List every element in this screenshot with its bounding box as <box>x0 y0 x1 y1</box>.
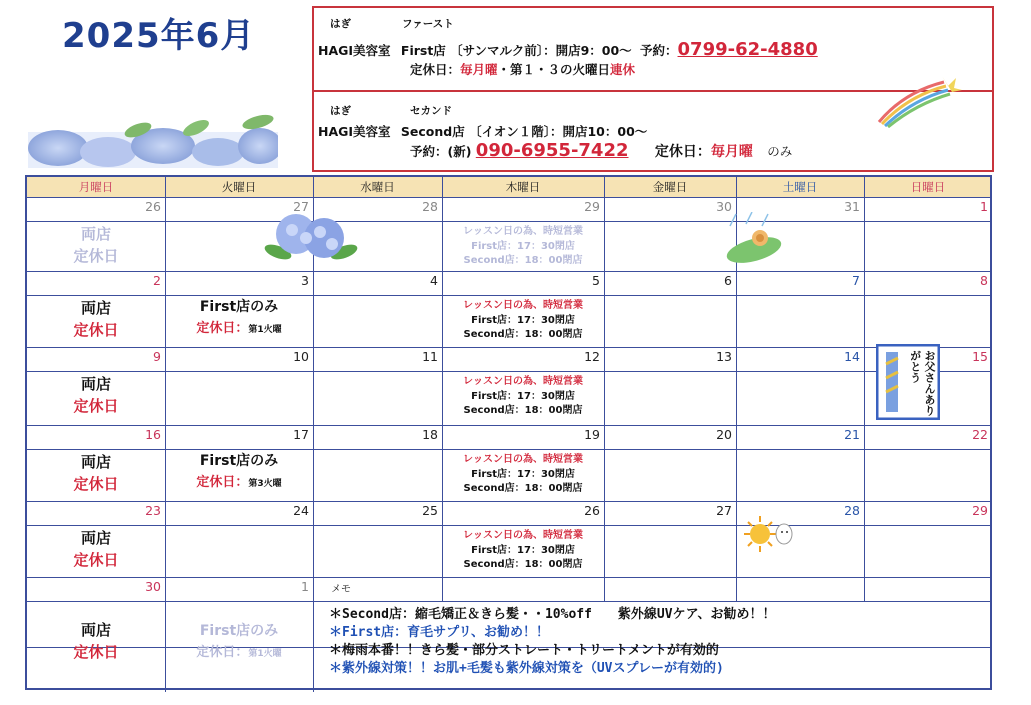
date-number: 9 <box>153 349 161 364</box>
second-reserve-label: 予約：(新) <box>410 144 472 159</box>
second-ruby-second: セカンド <box>410 105 452 117</box>
first-closed-tuesday: 第1火曜 <box>248 325 282 335</box>
grid-col-line <box>313 577 314 692</box>
date-number: 13 <box>716 349 732 364</box>
lesson-title: レッスン日の為、時短営業 <box>463 454 583 465</box>
closed-day-label: 定休日 <box>73 247 119 265</box>
both-shops-label: 両店 <box>80 529 111 547</box>
both-shops-label: 両店 <box>80 621 111 639</box>
date-number: 2 <box>153 273 161 288</box>
sun-character-icon <box>740 514 798 558</box>
date-number: 30 <box>145 579 161 594</box>
first-closed-note <box>165 645 313 661</box>
weekday-name: 火曜日 <box>221 180 257 194</box>
first-shop-location: 〔サンマルク前〕 <box>450 43 544 58</box>
lesson-note <box>442 453 604 497</box>
tanabata-streamer-icon <box>874 72 964 128</box>
second-reserve-line <box>410 140 792 161</box>
first-holiday-tuesday: ・第１・３の火曜日 <box>497 62 611 77</box>
weekday-name: 日曜日 <box>910 180 946 194</box>
closed-day-label: 定休日 <box>73 643 119 661</box>
first-shop-line <box>318 39 818 60</box>
date-number: 31 <box>844 199 860 214</box>
date-number: 17 <box>293 427 309 442</box>
first-shop-open: ：開店9：00〜 <box>543 43 632 58</box>
lesson-title: レッスン日の為、時短営業 <box>463 226 583 237</box>
date-number: 23 <box>145 503 161 518</box>
grid-row-line <box>27 347 992 348</box>
second-holiday-monday: 毎月曜 <box>710 144 753 160</box>
memo-label: メモ <box>331 584 351 595</box>
first-phone[interactable]: 0799-62-4880 <box>677 39 818 60</box>
grid-row-line <box>27 425 992 426</box>
date-number: 19 <box>584 427 600 442</box>
lesson-note <box>442 299 604 343</box>
first-shop-branch: First店 <box>400 43 446 58</box>
second-phone[interactable]: 090-6955-7422 <box>475 140 629 161</box>
date-number: 7 <box>852 273 860 288</box>
date-number: 22 <box>972 427 988 442</box>
first-closed-note <box>165 321 313 337</box>
first-only-label: First店のみ <box>199 623 279 639</box>
grid-row-line <box>27 371 992 372</box>
first-holiday-label: 定休日： <box>410 62 461 77</box>
lesson-note <box>442 225 604 269</box>
grid-row-line <box>27 221 992 222</box>
lesson-note <box>442 375 604 419</box>
date-number: 24 <box>293 503 309 518</box>
date-number: 27 <box>716 503 732 518</box>
lesson-first-close: First店：17：30閉店 <box>471 390 575 402</box>
weekday-name: 木曜日 <box>505 180 541 194</box>
lesson-title: レッスン日の為、時短営業 <box>463 300 583 311</box>
date-number: 1 <box>301 579 309 594</box>
grid-row-line <box>27 449 992 450</box>
grid-row-line <box>27 197 992 198</box>
date-number: 26 <box>584 503 600 518</box>
page-title: 2025年6月 <box>62 16 256 56</box>
closed-day-label: 定休日 <box>73 321 119 339</box>
grid-col-line <box>864 177 865 601</box>
lesson-first-close: First店：17：30閉店 <box>471 468 575 480</box>
date-number: 26 <box>145 199 161 214</box>
grid-row-line <box>27 525 992 526</box>
grid-row-line <box>27 295 992 296</box>
date-number: 3 <box>301 273 309 288</box>
date-number: 4 <box>430 273 438 288</box>
grid-row-line <box>27 501 992 502</box>
weekday-name: 水曜日 <box>360 180 395 194</box>
date-number: 29 <box>584 199 600 214</box>
weekday-name: 月曜日 <box>78 180 114 194</box>
date-number: 18 <box>422 427 438 442</box>
date-number: 16 <box>145 427 161 442</box>
both-shops-label: 両店 <box>80 375 111 393</box>
lesson-title: レッスン日の為、時短営業 <box>463 376 583 387</box>
snail-leaf-icon <box>722 212 784 264</box>
first-holiday-line <box>410 60 635 78</box>
memo-line: ＊Second店：縮毛矯正＆きら髪・・10%off 紫外線UVケア、お勧め！！ <box>329 607 776 622</box>
second-shop-open: ：開店10：00〜 <box>549 124 648 139</box>
lesson-second-close: Second店：18：00閉店 <box>463 559 583 570</box>
date-number: 12 <box>584 349 600 364</box>
closed-day-label: 定休日 <box>73 397 119 415</box>
both-shops-label: 両店 <box>80 453 111 471</box>
second-ruby-hagi: はぎ <box>330 105 351 117</box>
second-shop-location: 〔イオン１階〕 <box>469 124 550 139</box>
date-number: 14 <box>844 349 860 364</box>
first-holiday-consecutive: 連休 <box>610 62 636 77</box>
first-only-label: First店のみ <box>199 299 279 315</box>
lesson-first-close: First店：17：30閉店 <box>471 314 575 326</box>
first-closed-label: 定休日： <box>196 475 249 490</box>
first-shop-name: HAGI美容室 <box>318 43 391 58</box>
first-closed-tuesday: 第3火曜 <box>248 479 282 489</box>
date-number: 21 <box>844 427 860 442</box>
weekday-name: 金曜日 <box>652 180 688 194</box>
both-shops-label: 両店 <box>80 299 111 317</box>
first-ruby-hagi: はぎ <box>330 18 351 30</box>
date-number: 1 <box>980 199 988 214</box>
date-number: 28 <box>844 503 860 518</box>
grid-row-line <box>27 601 992 602</box>
closed-day-label: 定休日 <box>73 475 119 493</box>
closed-day-label: 定休日 <box>73 551 119 569</box>
second-holiday-label: 定休日： <box>654 144 711 160</box>
second-shop-branch: Second店 <box>400 124 465 139</box>
lesson-first-close: First店：17：30閉店 <box>471 544 575 556</box>
date-number: 5 <box>592 273 600 288</box>
calendar-grid <box>25 175 992 690</box>
date-number: 30 <box>716 199 732 214</box>
first-only-label: First店のみ <box>199 453 279 469</box>
memo-line: ＊紫外線対策！！お肌+毛髪も紫外線対策を（UVスプレーが有効的) <box>329 661 724 676</box>
lesson-second-close: Second店：18：00閉店 <box>463 405 583 416</box>
date-number: 15 <box>972 349 988 364</box>
lesson-second-close: Second店：18：00閉店 <box>463 255 583 266</box>
second-holiday-only: のみ <box>767 144 793 159</box>
hydrangea-banner-image <box>28 112 278 168</box>
first-holiday-monday: 毎月曜 <box>460 62 498 77</box>
grid-row-line <box>27 271 992 272</box>
date-number: 10 <box>293 349 309 364</box>
lesson-note <box>442 529 604 573</box>
first-reserve-label: 予約： <box>640 43 678 58</box>
grid-col-line <box>604 177 605 601</box>
lesson-first-close: First店：17：30閉店 <box>471 240 575 252</box>
first-closed-label: 定休日： <box>196 321 249 336</box>
fathers-day-text: お父さんありがとう <box>908 350 936 416</box>
lesson-second-close: Second店：18：00閉店 <box>463 483 583 494</box>
hydrangea-icon <box>258 208 358 264</box>
second-shop-line <box>318 122 647 140</box>
both-shops-label: 両店 <box>80 225 111 243</box>
memo-line: ＊First店：育毛サプリ、お勧め！！ <box>329 625 549 640</box>
memo-line: ＊梅雨本番！！きら髪・部分ストレート・トリートメントが有効的 <box>329 643 719 658</box>
lesson-second-close: Second店：18：00閉店 <box>463 329 583 340</box>
date-number: 27 <box>293 199 309 214</box>
first-closed-label: 定休日： <box>196 645 249 660</box>
first-closed-note <box>165 475 313 491</box>
first-ruby-first: ファースト <box>402 18 454 30</box>
date-number: 25 <box>422 503 438 518</box>
lesson-title: レッスン日の為、時短営業 <box>463 530 583 541</box>
date-number: 6 <box>724 273 732 288</box>
grid-col-line <box>165 177 166 601</box>
date-number: 8 <box>980 273 988 288</box>
date-number: 20 <box>716 427 732 442</box>
weekday-name: 土曜日 <box>782 180 818 194</box>
date-number: 29 <box>972 503 988 518</box>
date-number: 28 <box>422 199 438 214</box>
grid-row-line <box>27 577 992 578</box>
second-shop-name: HAGI美容室 <box>318 124 391 139</box>
date-number: 11 <box>422 349 438 364</box>
first-closed-tuesday: 第1火曜 <box>248 649 282 659</box>
